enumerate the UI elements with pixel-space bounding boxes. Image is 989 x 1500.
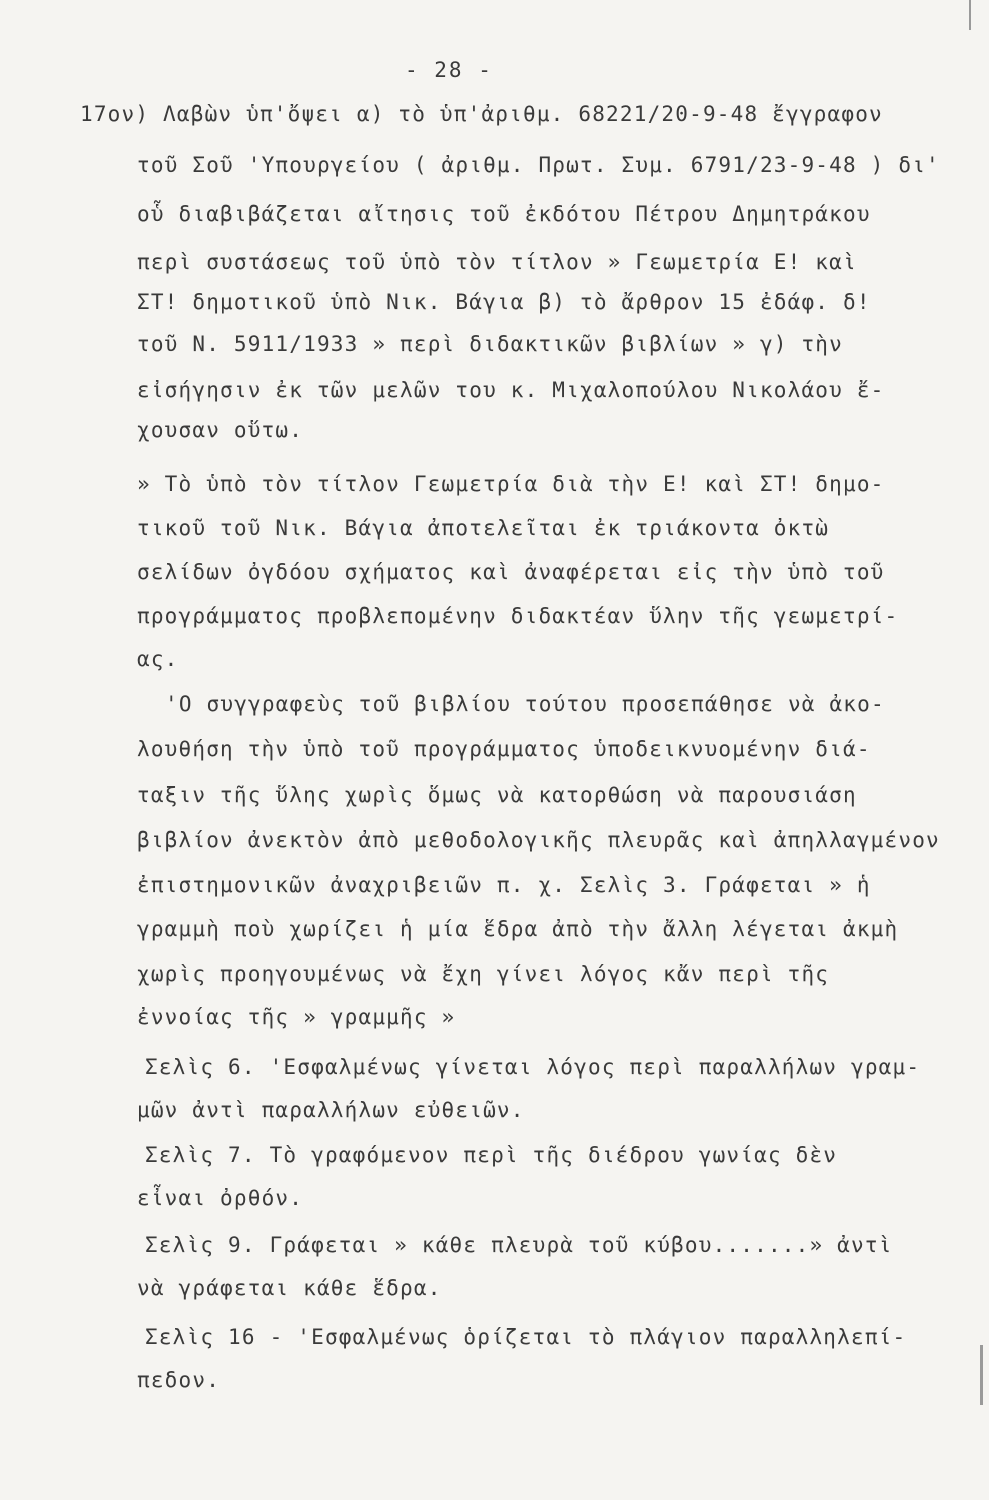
text-line: μῶν ἀντὶ παραλλήλων εὐθειῶν.: [137, 1098, 525, 1122]
text-line: τικοῦ τοῦ Νικ. Βάγια ἀποτελεῖται ἐκ τριάκοντα ὀκτὼ: [137, 516, 830, 540]
edge-mark: [969, 0, 971, 30]
text-line: 17ον) Λαβὼν ὑπ'ὄψει α) τὸ ὑπ'ἀριθμ. 68221/20-9-48 ἔγγραφον: [80, 102, 883, 126]
text-line: προγράμματος προβλεπομένην διδακτέαν ὕλην τῆς γεωμετρί-: [137, 604, 899, 628]
text-line: βιβλίον ἀνεκτὸν ἀπὸ μεθοδολογικῆς πλευρᾶς καὶ ἀπηλλαγμένον: [137, 828, 940, 852]
text-line: χωρὶς προηγουμένως νὰ ἔχη γίνει λόγος κἄν περὶ τῆς: [137, 962, 830, 986]
text-line: εἶναι ὀρθόν.: [137, 1186, 304, 1210]
text-line: εἰσήγησιν ἐκ τῶν μελῶν του κ. Μιχαλοπούλου Νικολάου ἔ-: [137, 378, 885, 402]
text-line: » Τὸ ὑπὸ τὸν τίτλον Γεωμετρία διὰ τὴν Ε! καὶ ΣΤ! δημο-: [137, 472, 885, 496]
text-line: 'Ο συγγραφεὺς τοῦ βιβλίου τούτου προσεπάθησε νὰ ἀκο-: [165, 692, 885, 716]
edge-mark: [980, 1345, 983, 1405]
text-line: σελίδων ὀγδόου σχήματος καὶ ἀναφέρεται εἰς τὴν ὑπὸ τοῦ: [137, 560, 885, 584]
text-line: τοῦ Ν. 5911/1933 » περὶ διδακτικῶν βιβλίων » γ) τὴν: [137, 332, 843, 356]
text-line: ΣΤ! δημοτικοῦ ὑπὸ Νικ. Βάγια β) τὸ ἄρθρον 15 ἐδάφ. δ!: [137, 290, 871, 314]
page-number: - 28 -: [405, 58, 493, 82]
text-line: Σελὶς 16 - 'Εσφαλμένως ὁρίζεται τὸ πλάγιον παραλληλεπί-: [145, 1325, 907, 1349]
text-line: Σελὶς 7. Τὸ γραφόμενον περὶ τῆς διέδρου γωνίας δὲν: [145, 1143, 838, 1167]
text-line: ἐννοίας τῆς » γραμμῆς »: [137, 1005, 456, 1029]
text-line: Σελὶς 6. 'Εσφαλμένως γίνεται λόγος περὶ παραλλήλων γραμ-: [145, 1055, 921, 1079]
text-line: νὰ γράφεται κάθε ἕδρα.: [137, 1276, 442, 1300]
text-line: ας.: [137, 647, 179, 671]
text-line: περὶ συστάσεως τοῦ ὑπὸ τὸν τίτλον » Γεωμετρία Ε! καὶ: [137, 250, 857, 274]
text-line: γραμμὴ ποὺ χωρίζει ἡ μία ἕδρα ἀπὸ τὴν ἄλλη λέγεται ἀκμὴ: [137, 917, 899, 941]
text-line: τοῦ Σοῦ 'Υπουργείου ( ἀριθμ. Πρωτ. Συμ. 6791/23-9-48 ) δι': [137, 153, 940, 177]
text-line: Σελὶς 9. Γράφεται » κάθε πλευρὰ τοῦ κύβου.......» ἀντὶ: [145, 1233, 893, 1257]
text-line: οὗ διαβιβάζεται αἴτησις τοῦ ἐκδότου Πέτρου Δημητράκου: [137, 202, 871, 226]
text-line: ταξιν τῆς ὕλης χωρὶς ὅμως νὰ κατορθώση νὰ παρουσιάση: [137, 783, 857, 807]
text-line: ἐπιστημονικῶν ἀναχριβειῶν π. χ. Σελὶς 3. Γράφεται » ἡ: [137, 873, 871, 897]
text-line: χουσαν οὕτω.: [137, 418, 304, 442]
text-line: πεδον.: [137, 1368, 221, 1392]
text-line: λουθήση τὴν ὑπὸ τοῦ προγράμματος ὑποδεικνυομένην διά-: [137, 737, 871, 761]
